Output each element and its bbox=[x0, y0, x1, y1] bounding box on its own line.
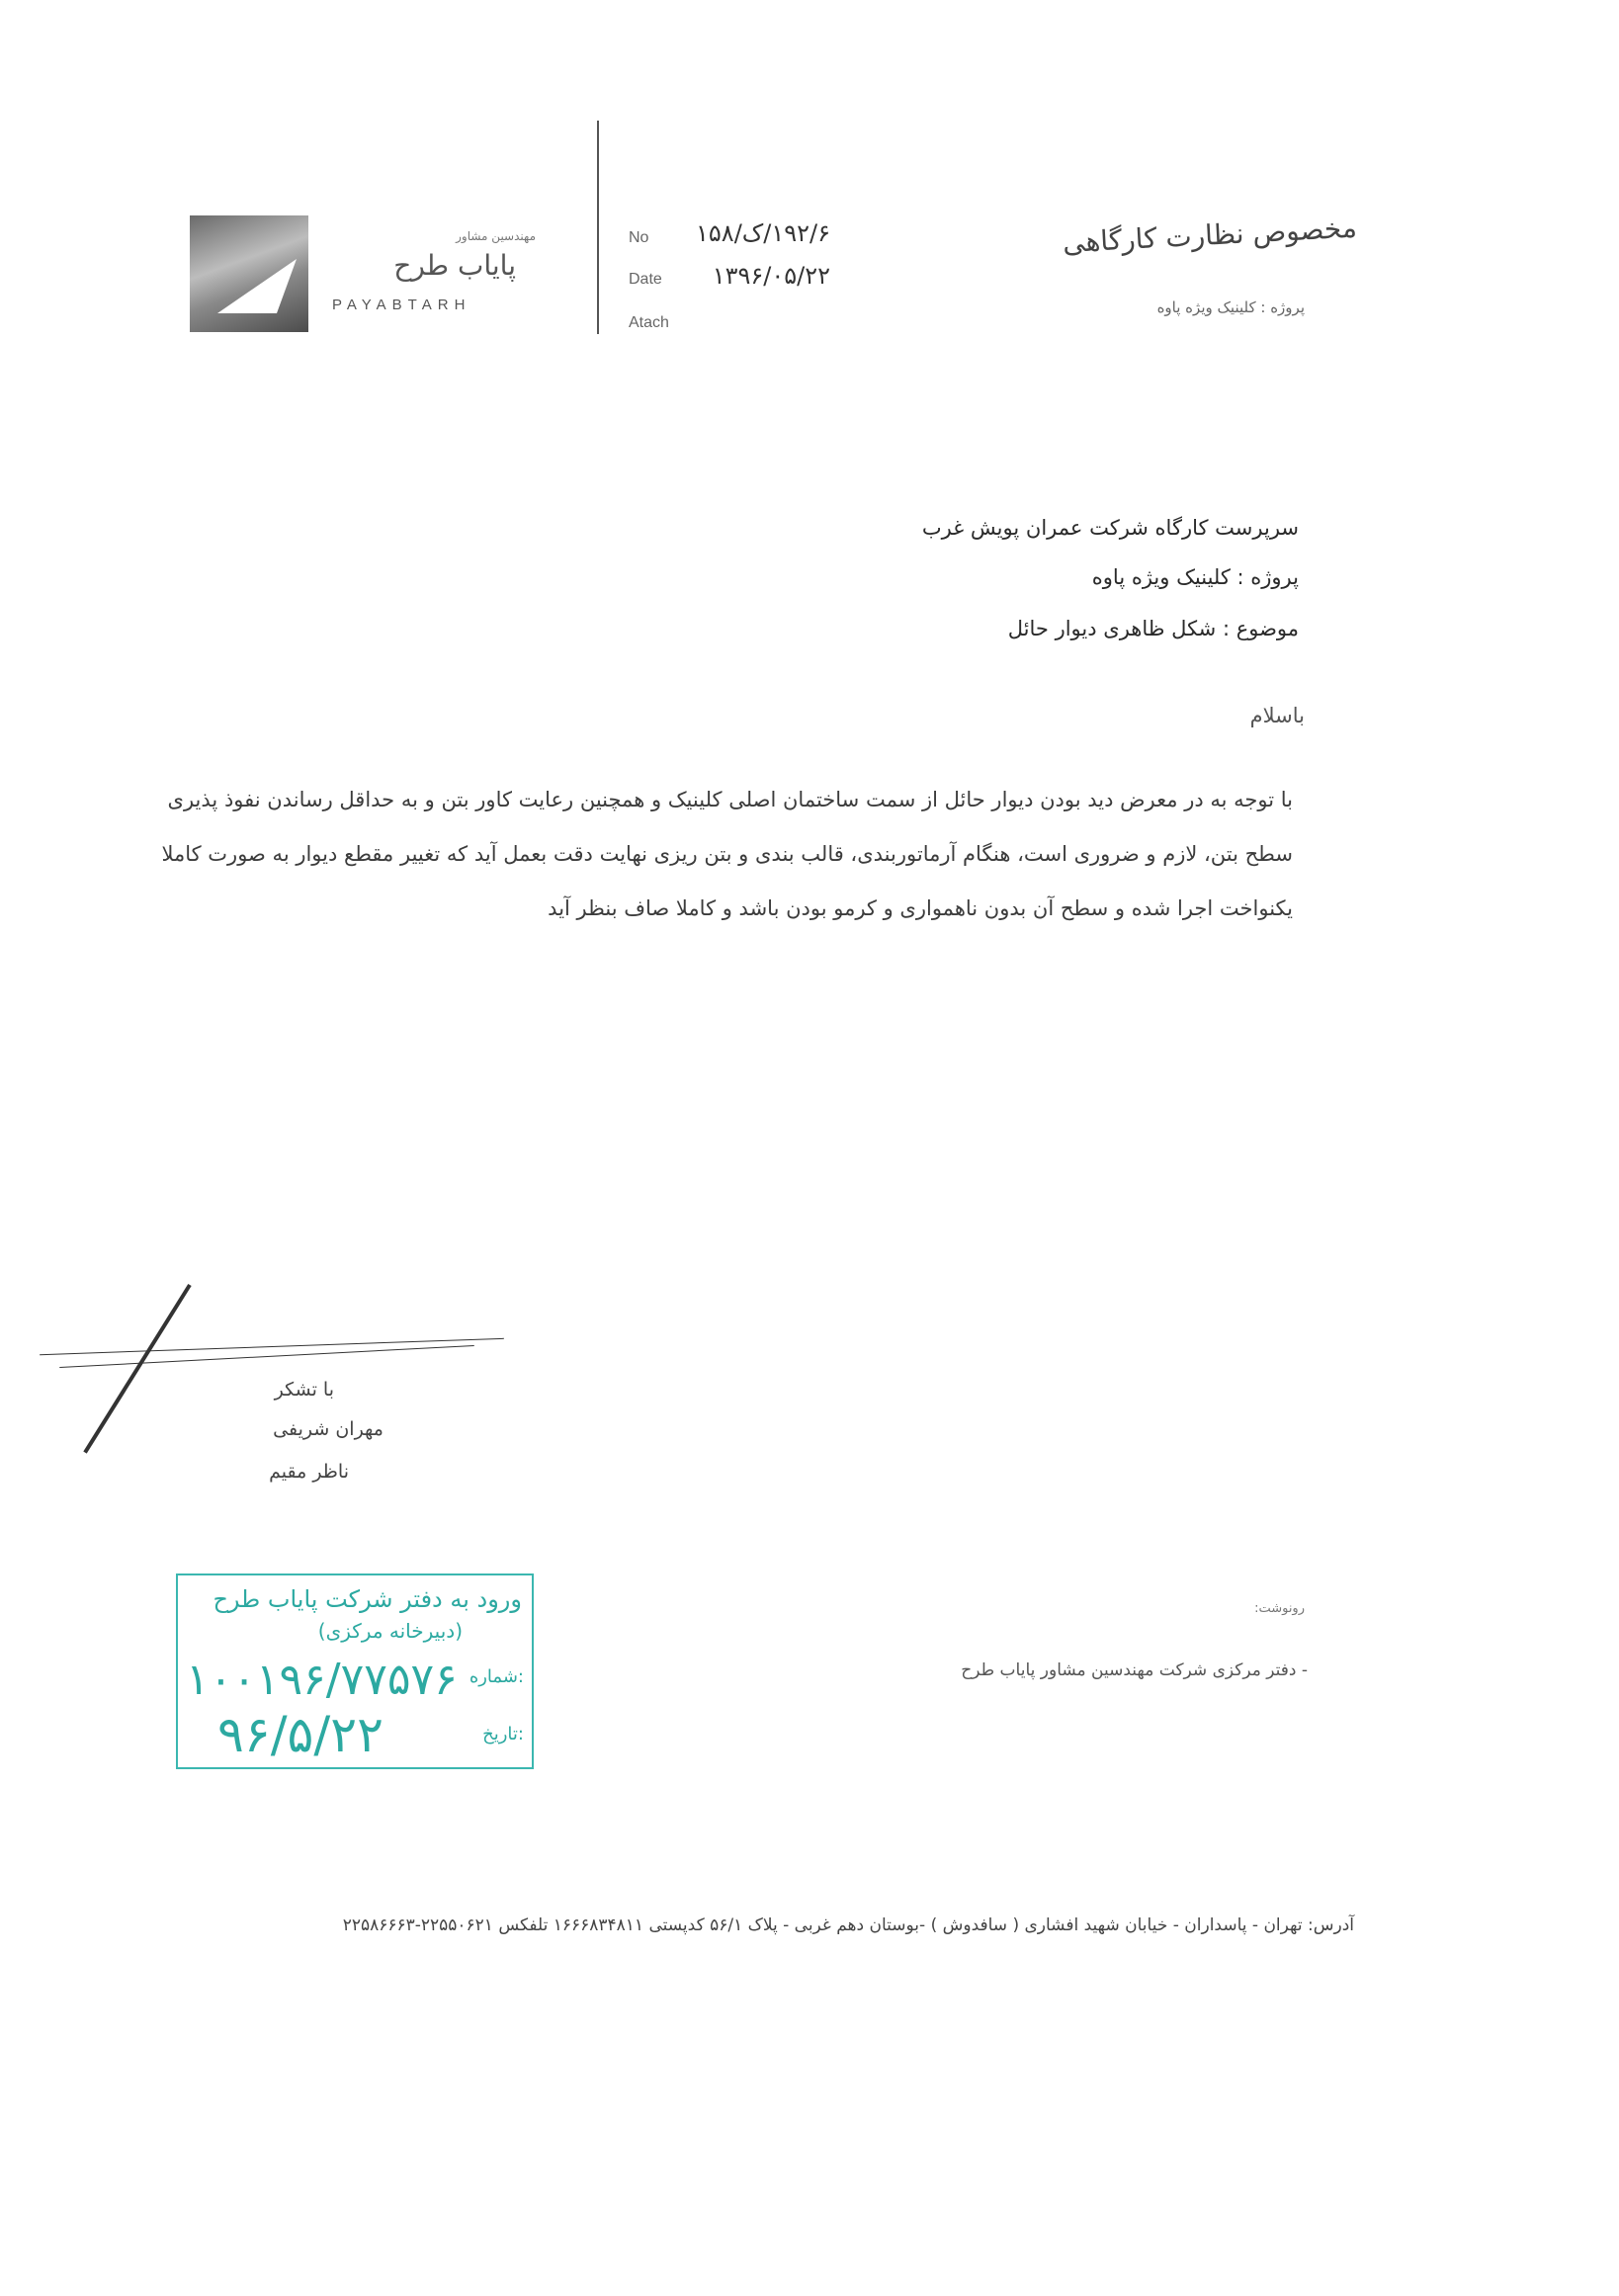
stamp-number-label: شماره: bbox=[469, 1666, 524, 1687]
body-paragraph: با توجه به در معرض دید بودن دیوار حائل از سمت ساختمان اصلی کلینیک و همچنین رعایت کاور بتن و به حداقل رساندن نفوذ پذیری سطح بتن، لازم و ضروری است، هنگام آرماتوربندی، قالب بندی و بتن ریزی نهایت دقت بعمل آید که تغییر مقطع دیوار به صورت کاملا یکنواخت اجرا شده و سطح آن بدون ناهمواری و کرمو بودن باشد و کاملا صاف بنظر آید bbox=[161, 788, 1293, 920]
date-label: Date bbox=[629, 271, 662, 288]
firm-name-fa: پایاب طرح bbox=[393, 249, 516, 282]
signature-stroke-3 bbox=[83, 1284, 191, 1454]
stamp-date: ۹۶/۵/۲۲ bbox=[217, 1706, 383, 1763]
signer-name: مهران شریفی bbox=[273, 1418, 383, 1440]
signature-stroke-2 bbox=[59, 1345, 473, 1368]
addressee-project: پروژه : کلینیک ویژه پاوه bbox=[1091, 565, 1299, 589]
stamp-number: ۱۰۰۱۹۶/۷۷۵۷۶ bbox=[186, 1655, 458, 1705]
cc-item: - دفتر مرکزی شرکت مهندسین مشاور پایاب طرح bbox=[961, 1660, 1308, 1680]
header-project: پروژه : کلینیک ویژه پاوه bbox=[1156, 298, 1305, 316]
addressee-subject: موضوع : شکل ظاهری دیوار حائل bbox=[1007, 617, 1299, 640]
stamp-date-label: تاریخ: bbox=[482, 1724, 524, 1744]
letter-date: ۱۳۹۶/۰۵/۲۲ bbox=[712, 262, 830, 290]
salutation: باسلام bbox=[1249, 704, 1305, 727]
confidential-heading: مخصوص نظارت کارگاهی bbox=[1062, 211, 1358, 260]
closing-text: با تشکر bbox=[274, 1379, 334, 1401]
signer-title: ناظر مقیم bbox=[269, 1461, 349, 1483]
stamp-line1: ورود به دفتر شرکت پایاب طرح bbox=[213, 1585, 522, 1613]
firm-subtitle: مهندسین مشاور bbox=[456, 229, 536, 243]
attach-label: Atach bbox=[629, 314, 669, 331]
addressee-to: سرپرست کارگاه شرکت عمران پویش غرب bbox=[921, 516, 1299, 540]
firm-name-en: PAYABTARH bbox=[332, 297, 471, 313]
footer-address: آدرس: تهران - پاسداران - خیابان شهید افشاری ( سافدوش ) -بوستان دهم غربی - پلاک ۵۶/۱ کدپستی ۱۶۶۶۸۳۴۸۱۱ تلفکس ۲۲۵۵۰۶۲۱-۲۲۵۸۶۶۶۳ bbox=[342, 1915, 1354, 1935]
stamp-line2: (دبیرخانه مرکزی) bbox=[317, 1619, 463, 1643]
header-divider bbox=[597, 121, 599, 334]
number-label: No bbox=[629, 229, 649, 246]
letter-number: ۱۹۲/۶/ک/۱۵۸ bbox=[696, 219, 830, 247]
cc-label: رونوشت: bbox=[1254, 1601, 1305, 1616]
received-stamp bbox=[176, 1573, 534, 1769]
